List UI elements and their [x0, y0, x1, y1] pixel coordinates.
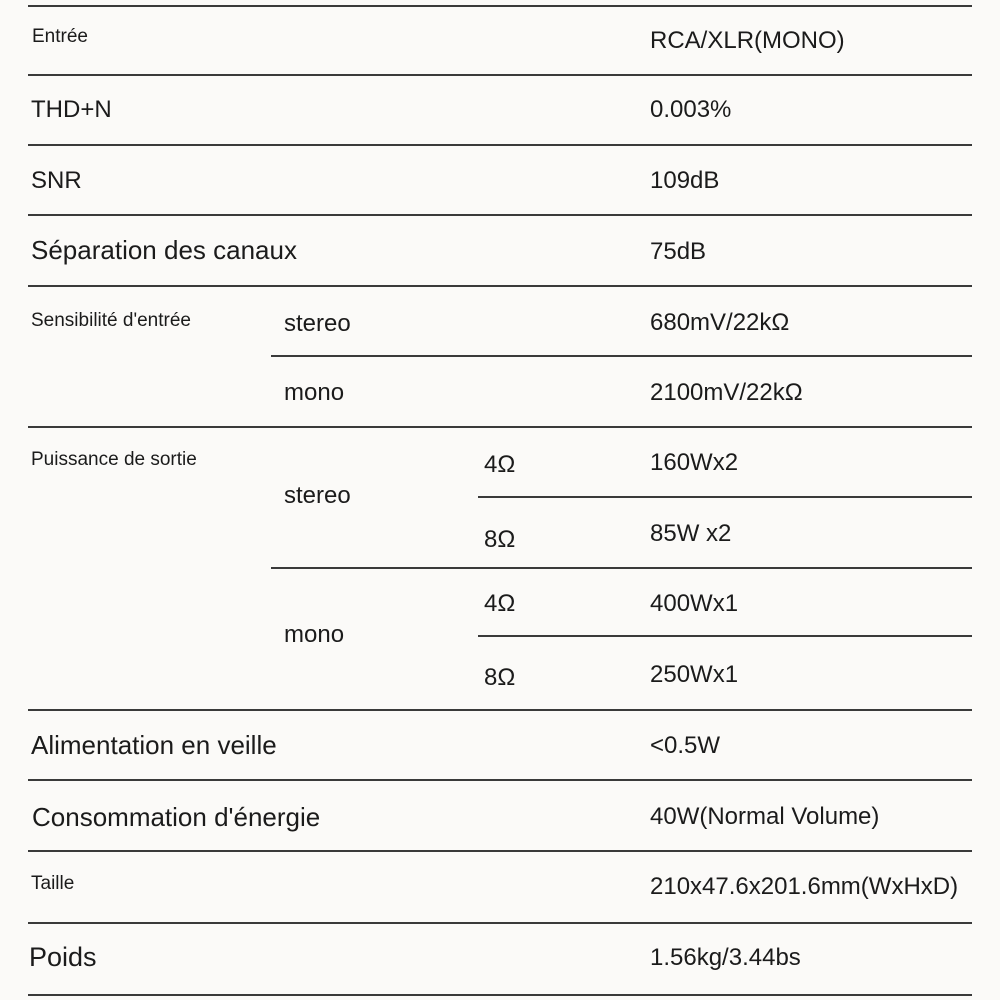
output-power-label: Puissance de sortie: [31, 449, 197, 470]
output-stereo-4ohm-value: 160Wx2: [650, 449, 739, 476]
row-divider: [478, 496, 972, 498]
size-label: Taille: [31, 873, 75, 894]
row-divider: [28, 74, 972, 76]
row-divider: [28, 5, 972, 7]
row-divider: [271, 355, 972, 357]
consumption-value: 40W(Normal Volume): [650, 803, 880, 830]
size-value: 210x47.6x201.6mm(WxHxD): [650, 873, 959, 900]
weight-value: 1.56kg/3.44bs: [650, 944, 801, 971]
row-divider: [28, 850, 972, 852]
channel-separation-value: 75dB: [650, 238, 707, 265]
output-mono-4ohm-impedance: 4Ω: [484, 590, 516, 617]
row-divider: [28, 994, 972, 996]
thd-value: 0.003%: [650, 96, 732, 123]
row-divider: [28, 214, 972, 216]
output-stereo-4ohm-impedance: 4Ω: [484, 451, 516, 478]
row-divider: [28, 709, 972, 711]
row-divider: [28, 922, 972, 924]
sensitivity-stereo-mode: stereo: [284, 310, 351, 337]
sensitivity-mono-value: 2100mV/22kΩ: [650, 379, 803, 406]
thd-label: THD+N: [31, 96, 112, 123]
output-stereo-mode: stereo: [284, 482, 351, 509]
row-divider: [28, 285, 972, 287]
consumption-label: Consommation d'énergie: [32, 802, 321, 832]
input-sensitivity-label: Sensibilité d'entrée: [31, 310, 191, 331]
output-mono-8ohm-value: 250Wx1: [650, 661, 739, 688]
row-divider: [28, 144, 972, 146]
output-mono-4ohm-value: 400Wx1: [650, 590, 739, 617]
weight-label: Poids: [29, 942, 97, 972]
row-divider: [271, 567, 972, 569]
standby-label: Alimentation en veille: [31, 730, 277, 760]
standby-value: <0.5W: [650, 732, 721, 759]
sensitivity-stereo-value: 680mV/22kΩ: [650, 309, 790, 336]
row-divider: [28, 426, 972, 428]
output-stereo-8ohm-value: 85W x2: [650, 520, 732, 547]
input-value: RCA/XLR(MONO): [650, 27, 845, 54]
output-mono-8ohm-impedance: 8Ω: [484, 664, 516, 691]
sensitivity-mono-mode: mono: [284, 379, 345, 406]
input-label: Entrée: [32, 26, 88, 47]
snr-value: 109dB: [650, 167, 720, 194]
output-mono-mode: mono: [284, 621, 345, 648]
output-stereo-8ohm-impedance: 8Ω: [484, 526, 516, 553]
snr-label: SNR: [31, 167, 82, 194]
channel-separation-label: Séparation des canaux: [31, 235, 297, 265]
row-divider: [478, 635, 972, 637]
row-divider: [28, 779, 972, 781]
